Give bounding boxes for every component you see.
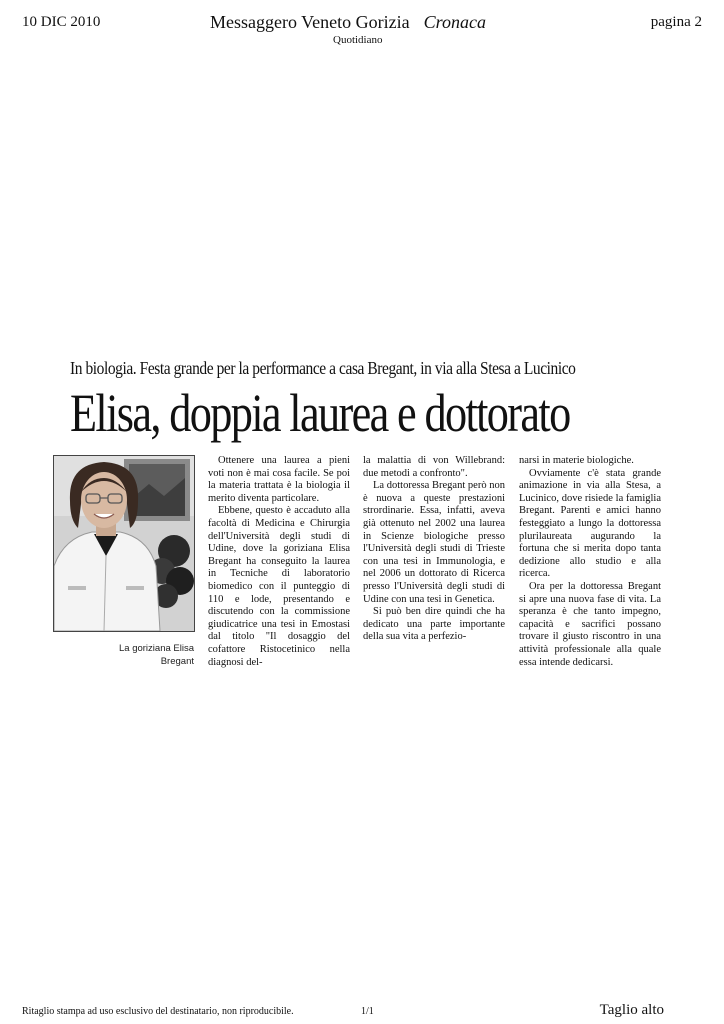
article-paragraph: Ovviamente c'è stata grande animazione in via alla Stesa, a Lucinico, dove risiede la famiglia Bregant. Parenti e amici hanno festeggiato a lungo la dottoressa plurilaureata augurando la fortuna che si merita dopo tanta dedizione allo studio e alla ricerca. (519, 467, 661, 580)
article-kicker: In biologia. Festa grande per la performance a casa Bregant, in via alla Stesa a Lucinico (70, 358, 576, 378)
article-column-2 (363, 455, 505, 644)
photo-caption: La goriziana Elisa Bregant (119, 643, 194, 667)
footer-page-count: 1/1 (361, 1006, 374, 1017)
article-paragraph: La dottoressa Bregant però non è nuova a queste prestazioni strordinarie. Essa, infatti, aveva già ottenuto nel 2002 una laurea in Scienze biologiche presso l'Università degli studi di Trieste con una tesi in Immunologia, e nel 2006 un dottorato di Ricerca presso l'Università degli studi di Udine con una tesi in Genetica. (363, 480, 505, 605)
footer-cut-type: Taglio alto (599, 1002, 664, 1018)
article-headline: Elisa, doppia laurea e dottorato (70, 383, 570, 443)
page-number: pagina 2 (650, 14, 702, 30)
article-paragraph: Ebbene, questo è accaduto alla facoltà di Medicina e Chirurgia dell'Università degli studi di Udine, dove la goriziana Elisa Bregant ha conseguito la laurea in Tecniche di laboratorio biomedico con il punteggio di 110 e lode, presentando e discutendo con la commissione giudicatrice una tesi in Emostasi dal titolo "Il dosaggio del cofattore Ristocetinico nella diagnosi del- (208, 505, 350, 668)
publication-title: Messaggero Veneto Gorizia (210, 12, 410, 32)
publication-name (210, 12, 486, 33)
clipping-date: 10 DIC 2010 (22, 14, 101, 30)
section-name: Cronaca (423, 12, 486, 32)
article-paragraph: Ottenere una laurea a pieni voti non è mai cosa facile. Se poi la materia trattata è la biologia il merito diventa particolare. (208, 455, 350, 504)
article-paragraph: Ora per la dottoressa Bregant si apre una nuova fase di vita. La speranza è che tanto impegno, capacità e sacrifici possano trovare il giusto riscontro in una attività professionale alla quale essa intende dedicarsi. (519, 580, 661, 668)
portrait-photo (53, 455, 195, 632)
article-column-1 (208, 455, 350, 669)
article-column-3 (519, 455, 661, 669)
publication-type: Quotidiano (333, 34, 383, 46)
article-paragraph: la malattia di von Willebrand: due metodi a confronto". (363, 455, 505, 479)
article-paragraph: narsi in materie biologiche. (519, 455, 634, 466)
article-paragraph: Si può ben dire quindi che ha dedicato una parte importante della sua vita a perfezio- (363, 606, 505, 643)
portrait-illustration (54, 456, 194, 631)
footer-disclaimer: Ritaglio stampa ad uso esclusivo del destinatario, non riproducibile. (22, 1006, 294, 1017)
